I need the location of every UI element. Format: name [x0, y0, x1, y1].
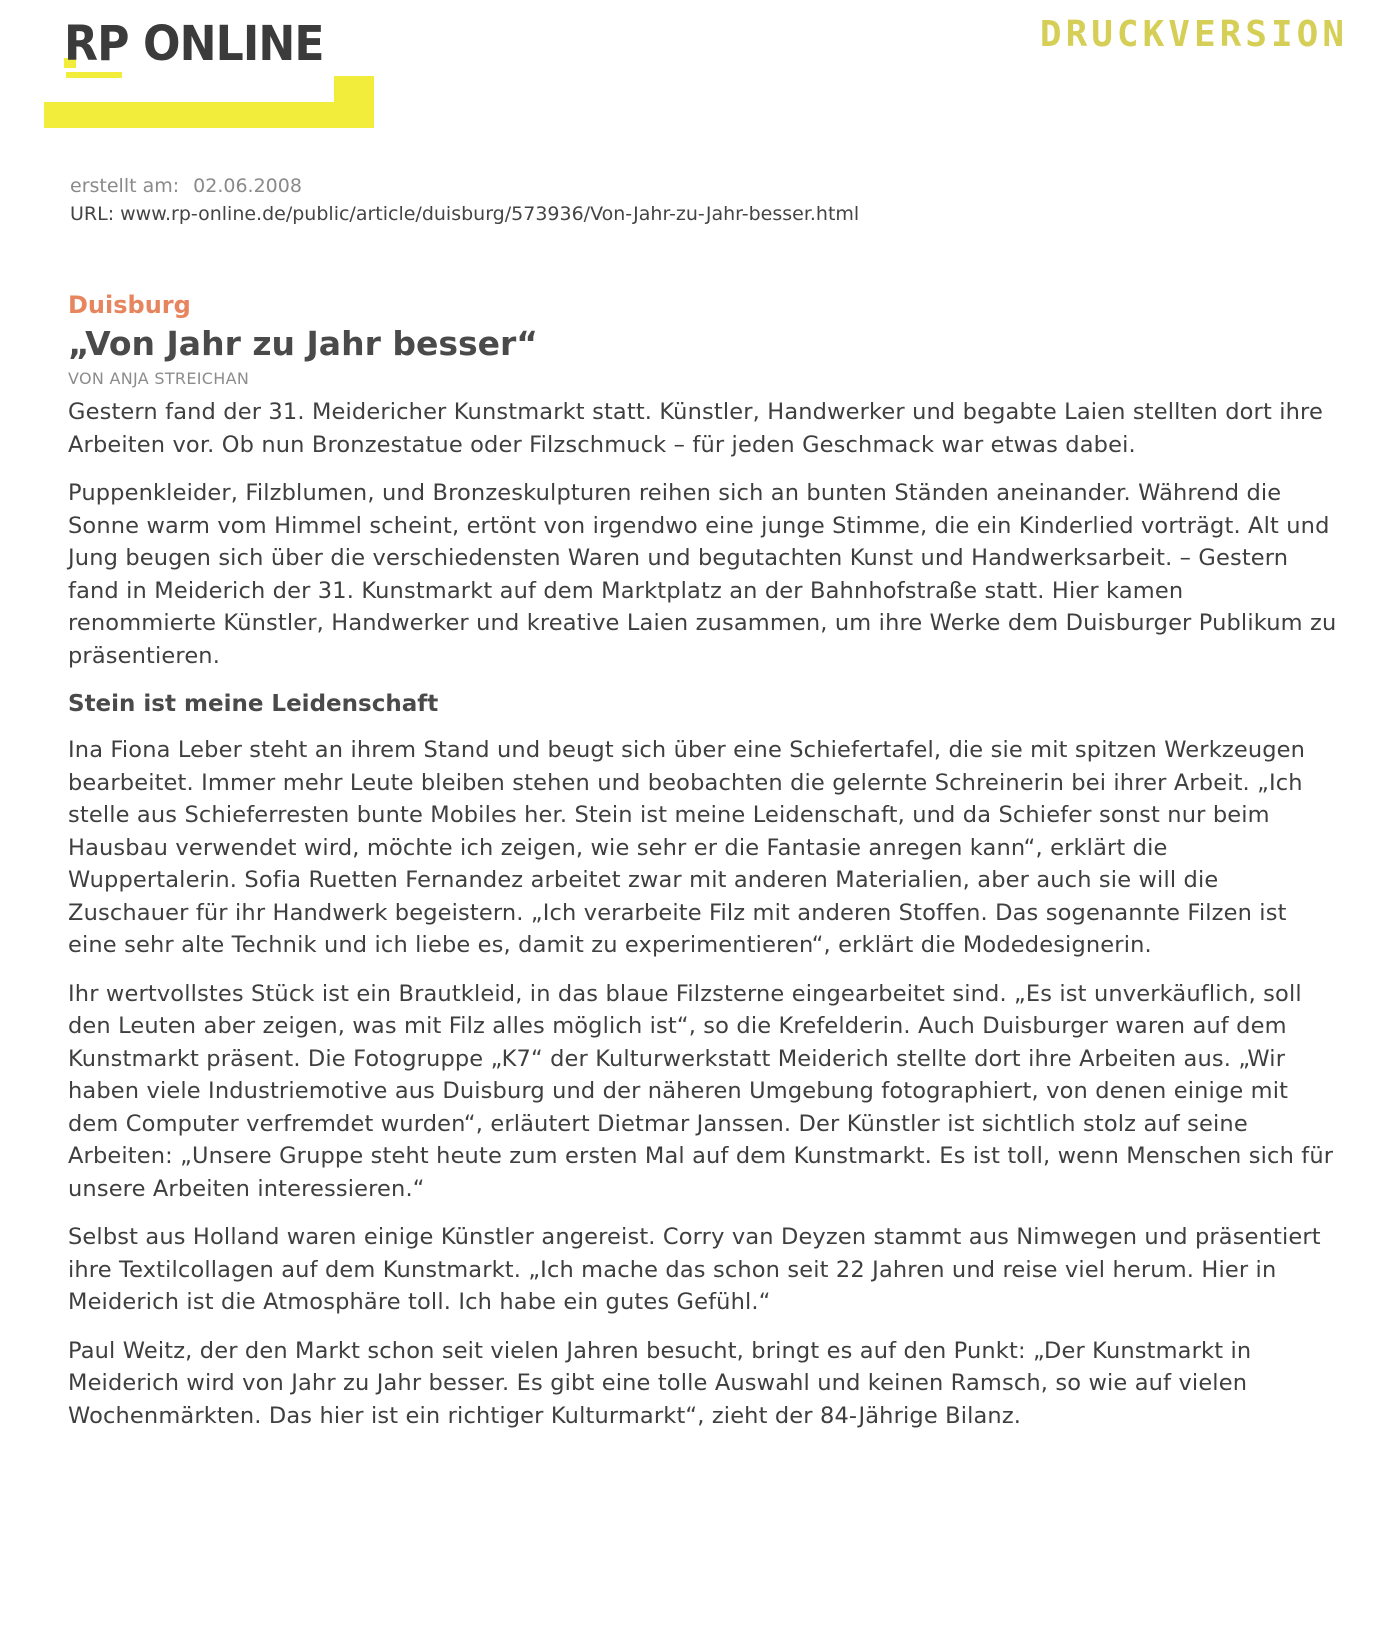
article-author: VON ANJA STREICHAN [68, 369, 250, 388]
print-version-label: DRUCKVERSION [1039, 14, 1348, 55]
article-title: „Von Jahr zu Jahr besser“ [68, 324, 538, 363]
article-paragraph: Puppenkleider, Filzblumen, und Bronzeskulpturen reihen sich an bunten Ständen aneinander. Während die Sonne warm vom Himmel scheint, ertönt von irgendwo eine junge Stimme, die ein Kinderlied vorträgt. Alt und Jung beugen sich über die verschiedensten Waren und begutachten Kunst und Handwerksarbeit. – Gestern fand in Meiderich der 31. Kunstmarkt auf dem Marktplatz an der Bahnhofstraße statt. Hier kamen renommierte Künstler, Handwerker und kreative Laien zusammen, um ihre Werke dem Duisburger Publikum zu präsentieren. [68, 480, 1337, 669]
article-paragraph: Selbst aus Holland waren einige Künstler angereist. Corry van Deyzen stammt aus Nimwegen und präsentiert ihre Textilcollagen auf dem Kunstmarkt. „Ich mache das schon seit 22 Jahren und reise viel herum. Hier in Meiderich ist die Atmosphäre toll. Ich habe ein gutes Gefühl.“ [68, 1224, 1321, 1315]
site-logo [44, 14, 374, 128]
article-lead: Gestern fand der 31. Meidericher Kunstmarkt statt. Künstler, Handwerker und begabte Laien stellten dort ihre Arbeiten vor. Ob nun Bronzestatue oder Filzschmuck – für jeden Geschmack war etwas dabei. [68, 399, 1323, 458]
article-category: Duisburg [68, 291, 191, 319]
url-row [70, 200, 859, 228]
url-label: URL: [70, 203, 115, 225]
created-date-label: erstellt am: [70, 175, 180, 197]
article [68, 288, 1338, 1448]
article-paragraph: Ihr wertvollstes Stück ist ein Brautkleid, in das blaue Filzsterne eingearbeitet sind. „Es ist unverkäuflich, soll den Leuten aber zeigen, was mit Filz alles möglich ist“, so die Krefelderin. Auch Duisburger waren auf dem Kunstmarkt präsent. Die Fotogruppe „K7“ der Kulturwerkstatt Meiderich stellte dort ihre Arbeiten aus. „Wir haben viele Industriemotive aus Duisburg und der näheren Umgebung fotographiert, von denen einige mit dem Computer verfremdet wurden“, erläutert Dietmar Janssen. Der Künstler ist sichtlich stolz auf seine Arbeiten: „Unsere Gruppe steht heute zum ersten Mal auf dem Kunstmarkt. Es ist toll, wenn Menschen sich für unsere Arbeiten interessieren.“ [68, 980, 1334, 1202]
logo-text: RP ONLINE [64, 16, 324, 72]
logo-accent-bar [44, 102, 374, 128]
created-date-value: 02.06.2008 [193, 175, 302, 197]
article-subheading: Stein ist meine Leidenschaft [68, 691, 439, 717]
article-paragraph: Paul Weitz, der den Markt schon seit vielen Jahren besucht, bringt es auf den Punkt: „Der Kunstmarkt in Meiderich wird von Jahr zu Jahr besser. Es gibt eine tolle Auswahl und keinen Ramsch, so wie auf vielen Wochenmärkten. Das hier ist ein richtiger Kulturmarkt“, zieht der 84-Jährige Bilanz. [68, 1337, 1252, 1429]
url-value: www.rp-online.de/public/article/duisburg/573936/Von-Jahr-zu-Jahr-besser.html [120, 203, 860, 225]
created-date-row [70, 172, 859, 200]
article-meta [70, 172, 859, 228]
article-paragraph: Ina Fiona Leber steht an ihrem Stand und beugt sich über eine Schiefertafel, die sie mit spitzen Werkzeugen bearbeitet. Immer mehr Leute bleiben stehen und beobachten die gelernte Schreinerin bei ihrer Arbeit. „Ich stelle aus Schieferresten bunte Mobiles her. Stein ist meine Leidenschaft, und da Schiefer sonst nur beim Hausbau verwendet wird, möchte ich zeigen, wie sehr er die Fantasie anregen kann“, erklärt die Wuppertalerin. Sofia Ruetten Fernandez arbeitet zwar mit anderen Materialien, aber auch sie will die Zuschauer für ihr Handwerk begeistern. „Ich verarbeite Filz mit anderen Stoffen. Das sogenannte Filzen ist eine sehr alte Technik und ich liebe es, damit zu experimentieren“, erklärt die Modedesignerin. [68, 737, 1306, 958]
